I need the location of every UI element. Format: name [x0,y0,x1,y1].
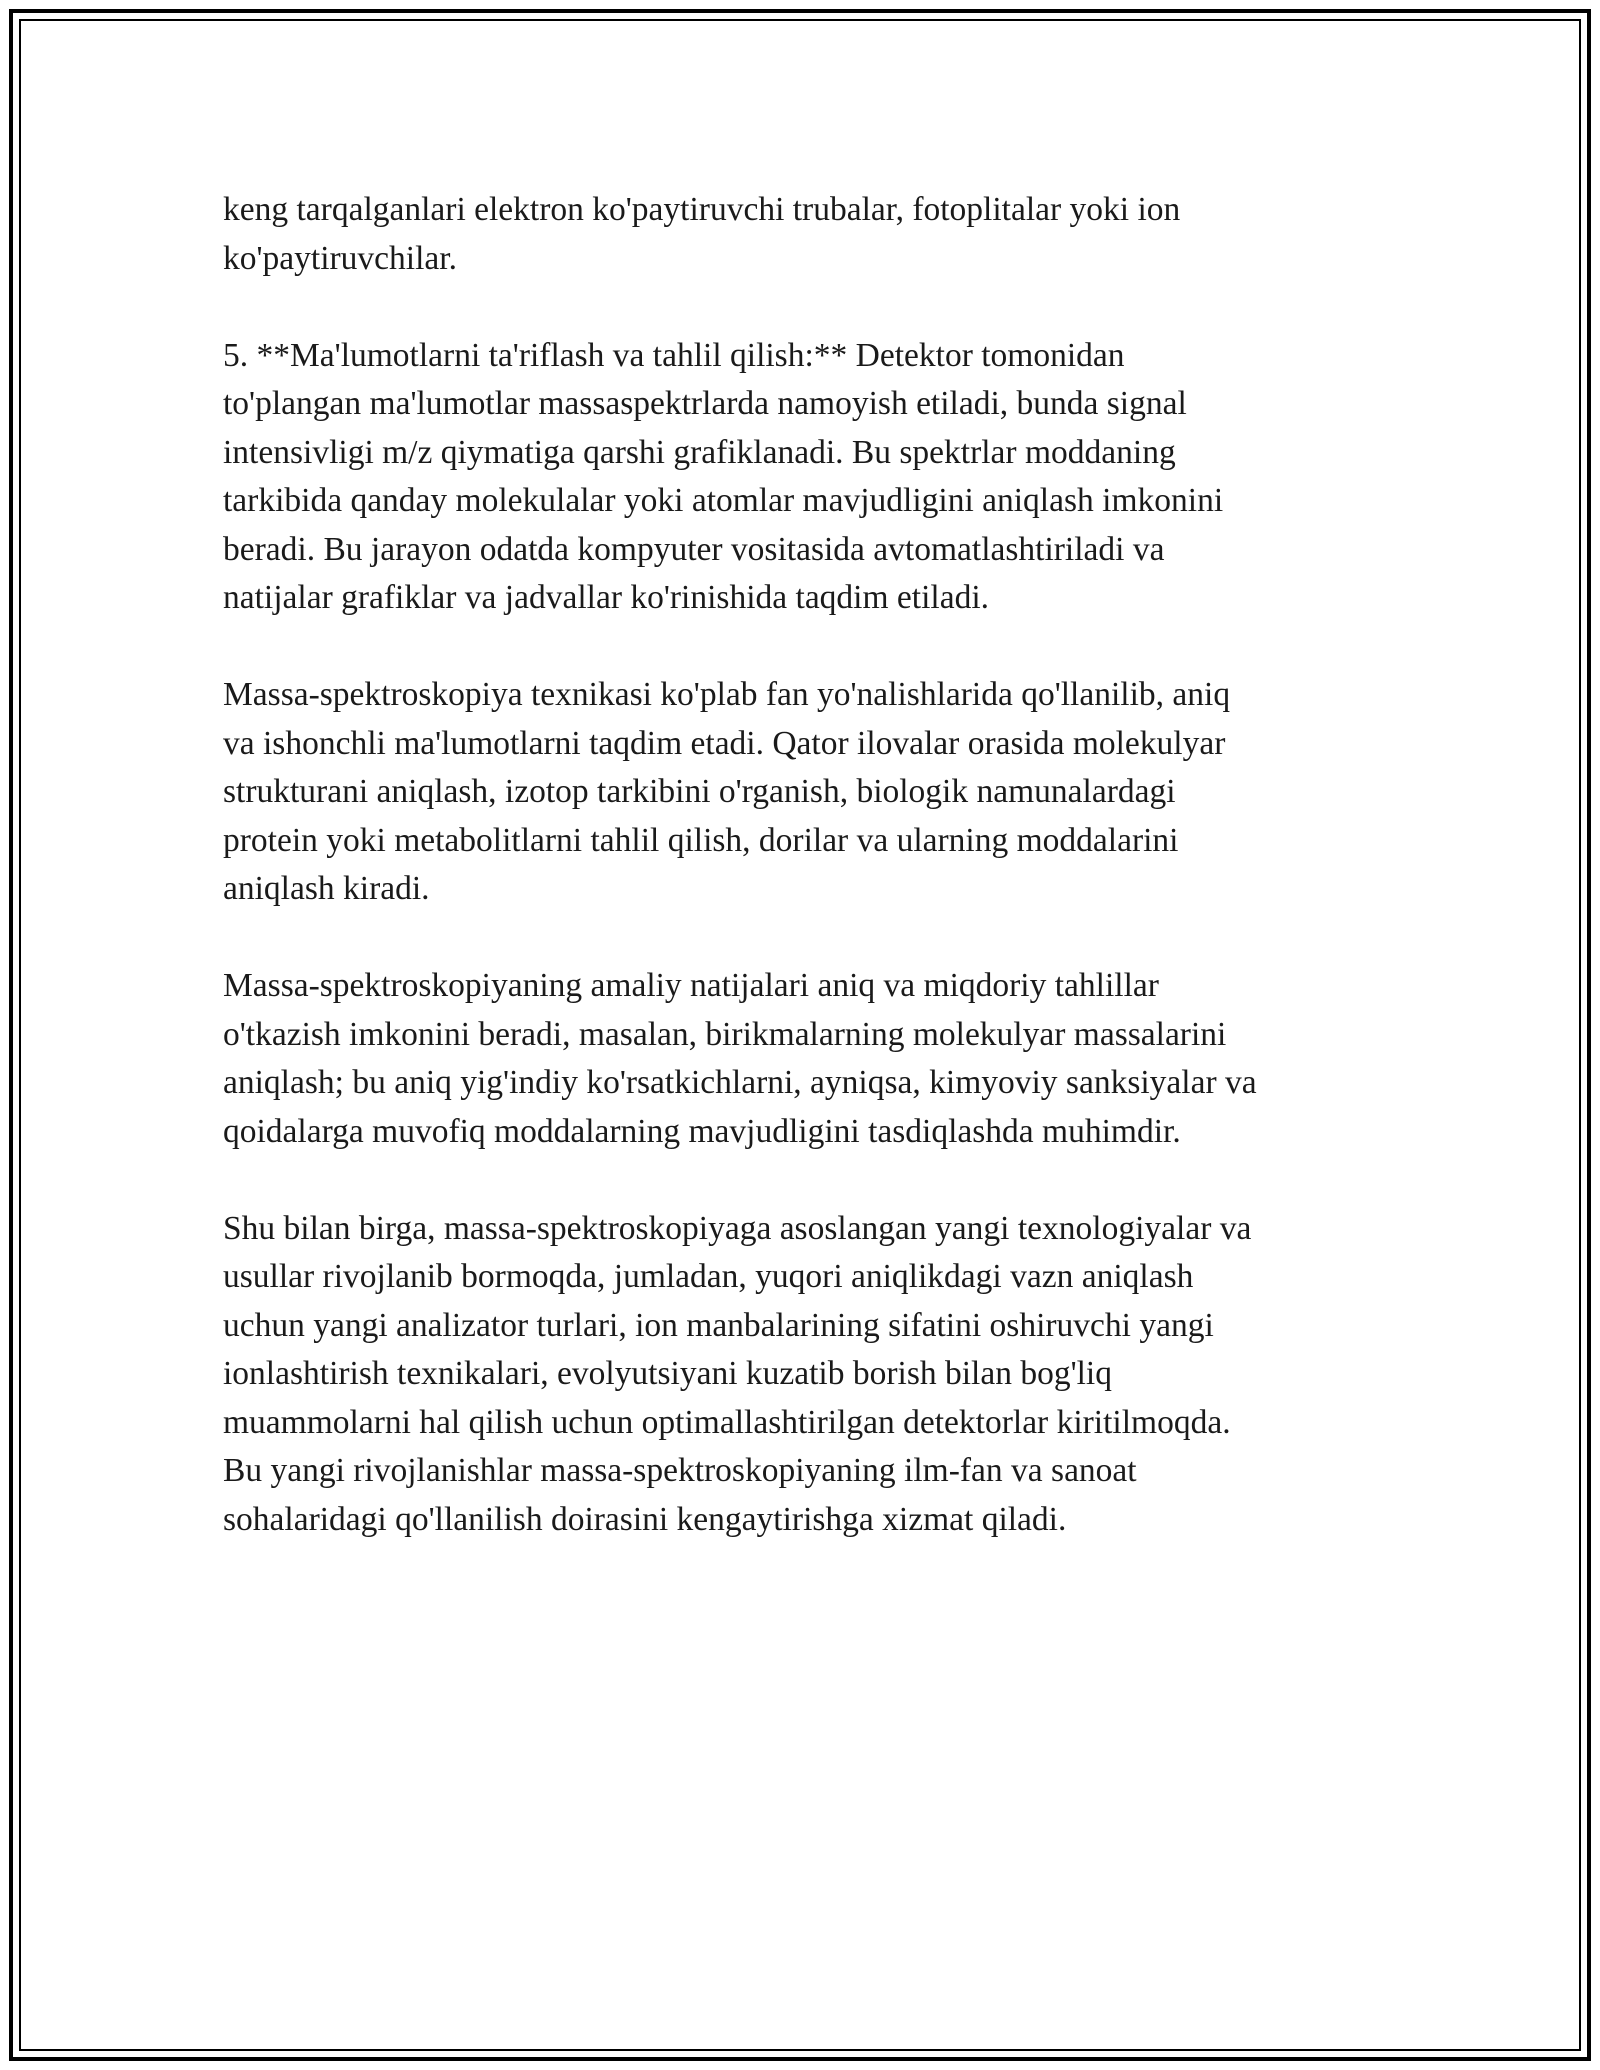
text-line: o'tkazish imkonini beradi, masalan, birikmalarning molekulyar massalarini [223,1015,1227,1053]
text-line: sohalaridagi qo'llanilish doirasini kengaytirishga xizmat qiladi. [223,1500,1067,1538]
text-line: ko'paytiruvchilar. [223,239,457,277]
text-line: intensivligi m/z qiymatiga qarshi grafiklanadi. Bu spektrlar moddaning [223,433,1176,471]
text-line: beradi. Bu jarayon odatda kompyuter vositasida avtomatlashtiriladi va [223,530,1165,568]
text-line: Massa-spektroskopiyaning amaliy natijalari aniq va miqdoriy tahlillar [223,967,1159,1004]
text-line: va ishonchli ma'lumotlarni taqdim etadi. Qator ilovalar orasida molekulyar [223,724,1226,762]
text-line: qoidalarga muvofiq moddalarning mavjudligini tasdiqlashda muhimdir. [223,1112,1181,1150]
paragraph [223,962,1378,1156]
text-line: uchun yangi analizator turlari, ion manbalarining sifatini oshiruvchi yangi [223,1306,1214,1344]
text-line: strukturani aniqlash, izotop tarkibini o'rganish, biologik namunalardagi [223,773,1176,810]
text-line: natijalar grafiklar va jadvallar ko'rinishida taqdim etiladi. [223,579,990,616]
document-body [223,186,1378,1593]
text-line: protein yoki metabolitlarni tahlil qilish, dorilar va ularning moddalarini [223,821,1179,859]
text-line: ionlashtirish texnikalari, evolyutsiyani kuzatib borish bilan bog'liq [223,1355,1112,1392]
text-line: keng tarqalganlari elektron ko'paytiruvchi trubalar, fotoplitalar yoki ion [223,191,1181,228]
text-line: Bu yangi rivojlanishlar massa-spektroskopiyaning ilm-fan va sanoat [223,1452,1137,1489]
text-line: usullar rivojlanib bormoqda, jumladan, yuqori aniqlikdagi vazn aniqlash [223,1258,1194,1295]
paragraph [223,1205,1378,1545]
text-line: muammolarni hal qilish uchun optimallashtirilgan detektorlar kiritilmoqda. [223,1403,1231,1441]
text-line: aniqlash; bu aniq yig'indiy ko'rsatkichlarni, ayniqsa, kimyoviy sanksiyalar va [223,1064,1257,1101]
paragraph [223,332,1378,623]
text-line: aniqlash kiradi. [223,870,430,907]
text-line: Shu bilan birga, massa-spektroskopiyaga asoslangan yangi texnologiyalar va [223,1209,1252,1247]
paragraph [223,671,1378,914]
text-line: tarkibida qanday molekulalar yoki atomlar mavjudligini aniqlash imkonini [223,482,1224,519]
text-line: to'plangan ma'lumotlar massaspektrlarda namoyish etiladi, bunda signal [223,385,1187,422]
text-line: Massa-spektroskopiya texnikasi ko'plab fan yo'nalishlarida qo'llanilib, aniq [223,676,1231,713]
text-line: 5. **Ma'lumotlarni ta'riflash va tahlil qilish:** Detektor tomonidan [223,336,1125,374]
paragraph [223,186,1378,283]
